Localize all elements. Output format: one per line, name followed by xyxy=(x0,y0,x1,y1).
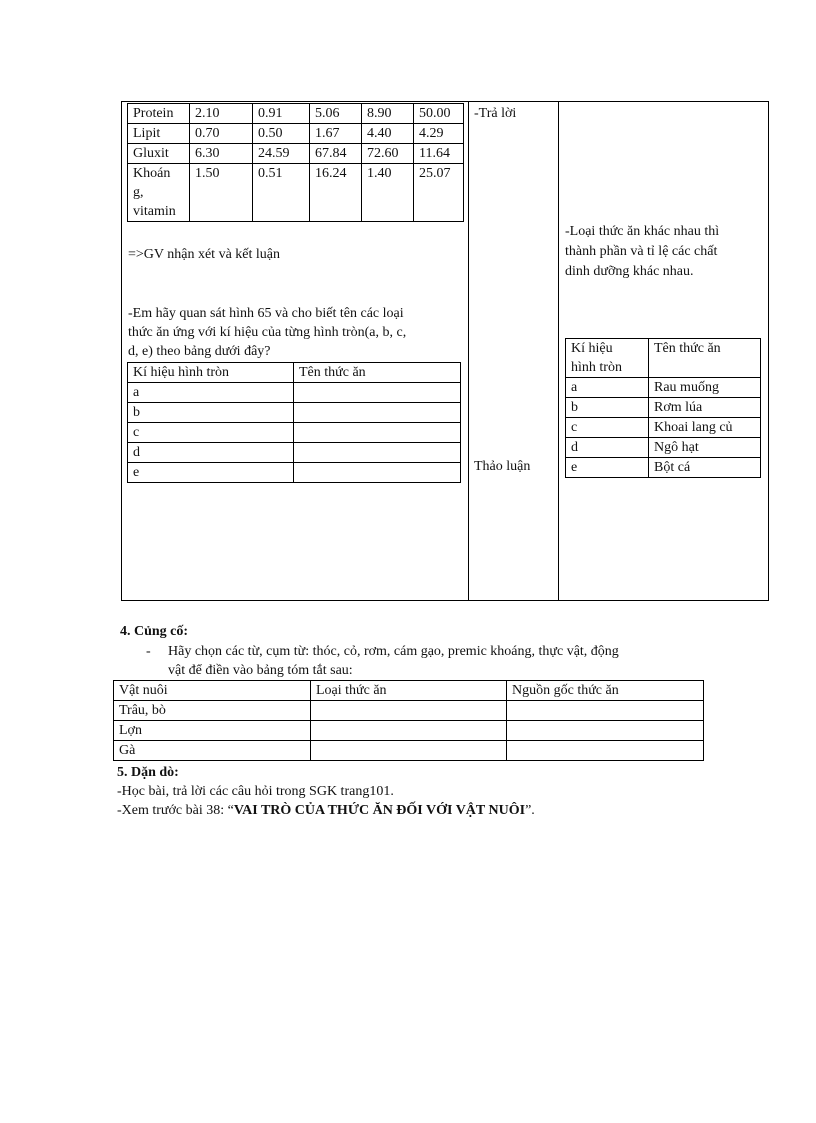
food-cell[interactable] xyxy=(294,383,461,403)
cell: 0.70 xyxy=(190,124,253,144)
food-origin-cell[interactable] xyxy=(507,741,704,761)
header-line: Kí hiệu xyxy=(571,341,613,356)
table-row xyxy=(128,463,461,483)
cell: 8.90 xyxy=(362,104,414,124)
table-header-row xyxy=(128,363,461,383)
column-header: Loại thức ăn xyxy=(311,681,507,701)
question-line: d, e) theo bảng dưới đây? xyxy=(128,344,271,359)
teacher-conclusion: =>GV nhận xét và kết luận xyxy=(128,247,280,262)
section-4-title: 4. Củng cố: xyxy=(120,624,189,639)
symbol-table-blank xyxy=(127,362,461,483)
cell: 5.06 xyxy=(310,104,362,124)
food-type-cell[interactable] xyxy=(311,741,507,761)
table-header-row xyxy=(566,339,761,378)
row-label: Gluxit xyxy=(128,144,190,164)
answer-label: -Trả lời xyxy=(474,106,517,121)
conclusion-line: dinh dưỡng khác nhau. xyxy=(565,264,694,279)
symbol-cell: a xyxy=(566,378,649,398)
food-origin-cell[interactable] xyxy=(507,721,704,741)
food-cell: Rau muống xyxy=(649,378,761,398)
preview-suffix: ”. xyxy=(525,803,535,818)
table-row xyxy=(566,438,761,458)
food-cell[interactable] xyxy=(294,403,461,423)
cell: 0.50 xyxy=(253,124,310,144)
table-row xyxy=(114,701,704,721)
conclusion-line: -Loại thức ăn khác nhau thì xyxy=(565,224,720,239)
table-row xyxy=(128,423,461,443)
column-header: Tên thức ăn xyxy=(294,363,461,383)
cell: 1.40 xyxy=(362,164,414,222)
cell: 6.30 xyxy=(190,144,253,164)
row-label-line: g, xyxy=(133,185,144,200)
food-cell[interactable] xyxy=(294,423,461,443)
discussion-label: Thảo luận xyxy=(474,459,531,474)
symbol-answer-table xyxy=(565,338,761,478)
food-cell: Bột cá xyxy=(649,458,761,478)
table-row xyxy=(128,164,464,222)
row-label-line: Khoán xyxy=(133,166,171,181)
column-header: Kí hiệu hình tròn xyxy=(128,363,294,383)
instruction-line: vật để điền vào bảng tóm tắt sau: xyxy=(168,663,353,678)
symbol-cell: c xyxy=(128,423,294,443)
cell: 72.60 xyxy=(362,144,414,164)
header-line: hình tròn xyxy=(571,360,622,375)
table-row xyxy=(128,104,464,124)
column-header xyxy=(566,339,649,378)
row-label: Lipit xyxy=(128,124,190,144)
row-label: Protein xyxy=(128,104,190,124)
symbol-cell: e xyxy=(566,458,649,478)
symbol-cell: c xyxy=(566,418,649,438)
cell: 16.24 xyxy=(310,164,362,222)
cell: 24.59 xyxy=(253,144,310,164)
column-divider-2 xyxy=(558,101,559,601)
row-label-line: vitamin xyxy=(133,204,176,219)
food-cell[interactable] xyxy=(294,443,461,463)
column-header: Nguồn gốc thức ăn xyxy=(507,681,704,701)
lesson-title: VAI TRÒ CỦA THỨC ĂN ĐỐI VỚI VẬT NUÔI xyxy=(233,803,526,818)
cell: 11.64 xyxy=(414,144,464,164)
cell: 0.91 xyxy=(253,104,310,124)
cell: 50.00 xyxy=(414,104,464,124)
cell: 0.51 xyxy=(253,164,310,222)
table-row xyxy=(128,124,464,144)
food-cell: Rơm lúa xyxy=(649,398,761,418)
food-type-cell[interactable] xyxy=(311,701,507,721)
food-type-cell[interactable] xyxy=(311,721,507,741)
column-header: Tên thức ăn xyxy=(649,339,761,378)
table-row xyxy=(128,144,464,164)
food-cell: Khoai lang củ xyxy=(649,418,761,438)
table-row xyxy=(114,721,704,741)
question-line: -Em hãy quan sát hình 65 và cho biết tên các loại xyxy=(128,306,404,321)
bullet-dash: - xyxy=(146,644,151,659)
symbol-cell: a xyxy=(128,383,294,403)
cell: 1.67 xyxy=(310,124,362,144)
cell: 4.29 xyxy=(414,124,464,144)
cell: 4.40 xyxy=(362,124,414,144)
symbol-cell: b xyxy=(128,403,294,423)
table-row xyxy=(566,418,761,438)
food-cell: Ngô hạt xyxy=(649,438,761,458)
table-row xyxy=(128,403,461,423)
food-cell[interactable] xyxy=(294,463,461,483)
table-row xyxy=(566,398,761,418)
row-label xyxy=(128,164,190,222)
animal-cell: Trâu, bò xyxy=(114,701,311,721)
homework-line: -Học bài, trả lời các câu hỏi trong SGK trang101. xyxy=(117,784,394,799)
symbol-cell: d xyxy=(566,438,649,458)
preview-prefix: -Xem trước bài 38: “ xyxy=(117,803,234,818)
cell: 67.84 xyxy=(310,144,362,164)
table-row xyxy=(566,458,761,478)
cell: 1.50 xyxy=(190,164,253,222)
instruction-line: Hãy chọn các từ, cụm từ: thóc, cỏ, rơm, cám gạo, premic khoáng, thực vật, động xyxy=(168,644,619,659)
table-row xyxy=(128,443,461,463)
column-header: Vật nuôi xyxy=(114,681,311,701)
question-line: thức ăn ứng với kí hiệu của từng hình tròn(a, b, c, xyxy=(128,325,407,340)
animal-cell: Gà xyxy=(114,741,311,761)
cell: 2.10 xyxy=(190,104,253,124)
table-row xyxy=(566,378,761,398)
column-divider-1 xyxy=(468,101,469,601)
food-origin-cell[interactable] xyxy=(507,701,704,721)
nutrition-table xyxy=(127,103,464,222)
table-header-row xyxy=(114,681,704,701)
symbol-cell: d xyxy=(128,443,294,463)
summary-table xyxy=(113,680,704,761)
section-5-title: 5. Dặn dò: xyxy=(117,765,179,780)
preview-line xyxy=(117,801,535,821)
symbol-cell: e xyxy=(128,463,294,483)
animal-cell: Lợn xyxy=(114,721,311,741)
conclusion-line: thành phần và tỉ lệ các chất xyxy=(565,244,718,259)
cell: 25.07 xyxy=(414,164,464,222)
table-row xyxy=(114,741,704,761)
symbol-cell: b xyxy=(566,398,649,418)
table-row xyxy=(128,383,461,403)
